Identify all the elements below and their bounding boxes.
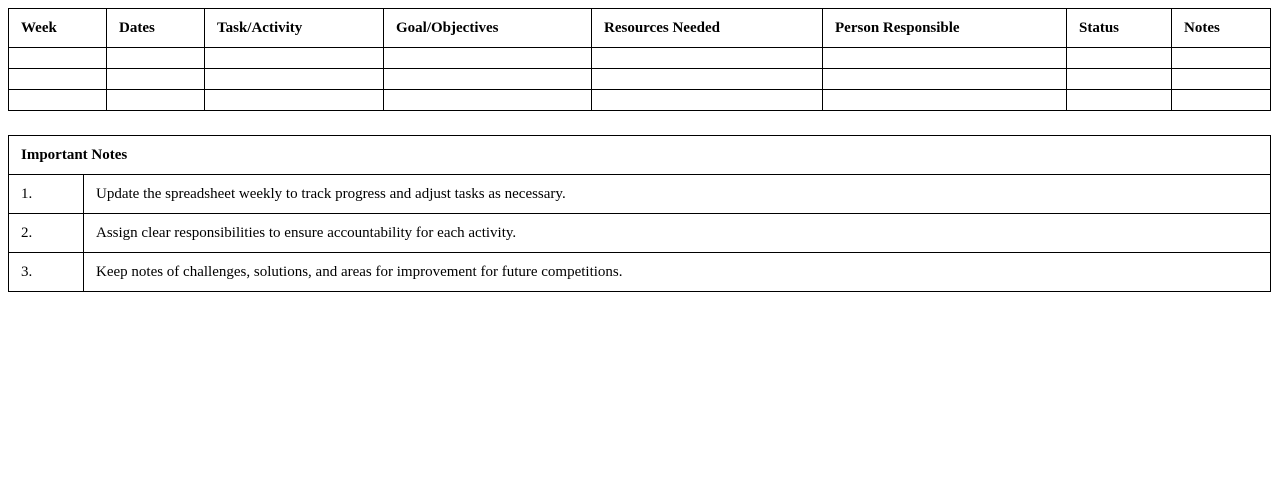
note-row bbox=[9, 214, 1271, 253]
table-cell[interactable] bbox=[9, 48, 107, 69]
table-cell[interactable] bbox=[205, 69, 384, 90]
column-header-task-activity: Task/Activity bbox=[205, 9, 384, 48]
column-header-person-responsible: Person Responsible bbox=[823, 9, 1067, 48]
note-number: 3. bbox=[9, 253, 84, 292]
table-cell[interactable] bbox=[1172, 48, 1271, 69]
table-cell[interactable] bbox=[592, 48, 823, 69]
table-cell[interactable] bbox=[107, 69, 205, 90]
table-row bbox=[9, 48, 1271, 69]
note-row bbox=[9, 253, 1271, 292]
table-cell[interactable] bbox=[205, 48, 384, 69]
plan-table bbox=[8, 8, 1271, 111]
table-cell[interactable] bbox=[592, 90, 823, 111]
table-cell[interactable] bbox=[823, 48, 1067, 69]
table-row bbox=[9, 69, 1271, 90]
table-cell[interactable] bbox=[384, 48, 592, 69]
note-text: Update the spreadsheet weekly to track progress and adjust tasks as necessary. bbox=[84, 175, 1271, 214]
table-cell[interactable] bbox=[1067, 48, 1172, 69]
note-number: 2. bbox=[9, 214, 84, 253]
table-cell[interactable] bbox=[823, 69, 1067, 90]
notes-header-row bbox=[9, 136, 1271, 175]
table-cell[interactable] bbox=[9, 90, 107, 111]
column-header-dates: Dates bbox=[107, 9, 205, 48]
table-cell[interactable] bbox=[384, 90, 592, 111]
table-cell[interactable] bbox=[205, 90, 384, 111]
table-cell[interactable] bbox=[107, 90, 205, 111]
column-header-week: Week bbox=[9, 9, 107, 48]
note-row bbox=[9, 175, 1271, 214]
table-cell[interactable] bbox=[107, 48, 205, 69]
table-cell[interactable] bbox=[9, 69, 107, 90]
note-text: Assign clear responsibilities to ensure accountability for each activity. bbox=[84, 214, 1271, 253]
column-header-status: Status bbox=[1067, 9, 1172, 48]
note-text: Keep notes of challenges, solutions, and areas for improvement for future competitions. bbox=[84, 253, 1271, 292]
table-cell[interactable] bbox=[1067, 90, 1172, 111]
table-cell[interactable] bbox=[1172, 90, 1271, 111]
table-row bbox=[9, 90, 1271, 111]
table-cell[interactable] bbox=[823, 90, 1067, 111]
table-cell[interactable] bbox=[384, 69, 592, 90]
column-header-resources-needed: Resources Needed bbox=[592, 9, 823, 48]
important-notes-title: Important Notes bbox=[9, 136, 1271, 175]
table-cell[interactable] bbox=[1067, 69, 1172, 90]
column-header-goal-objectives: Goal/Objectives bbox=[384, 9, 592, 48]
important-notes-table bbox=[8, 135, 1271, 292]
table-cell[interactable] bbox=[592, 69, 823, 90]
column-header-notes: Notes bbox=[1172, 9, 1271, 48]
table-cell[interactable] bbox=[1172, 69, 1271, 90]
note-number: 1. bbox=[9, 175, 84, 214]
plan-header-row bbox=[9, 9, 1271, 48]
